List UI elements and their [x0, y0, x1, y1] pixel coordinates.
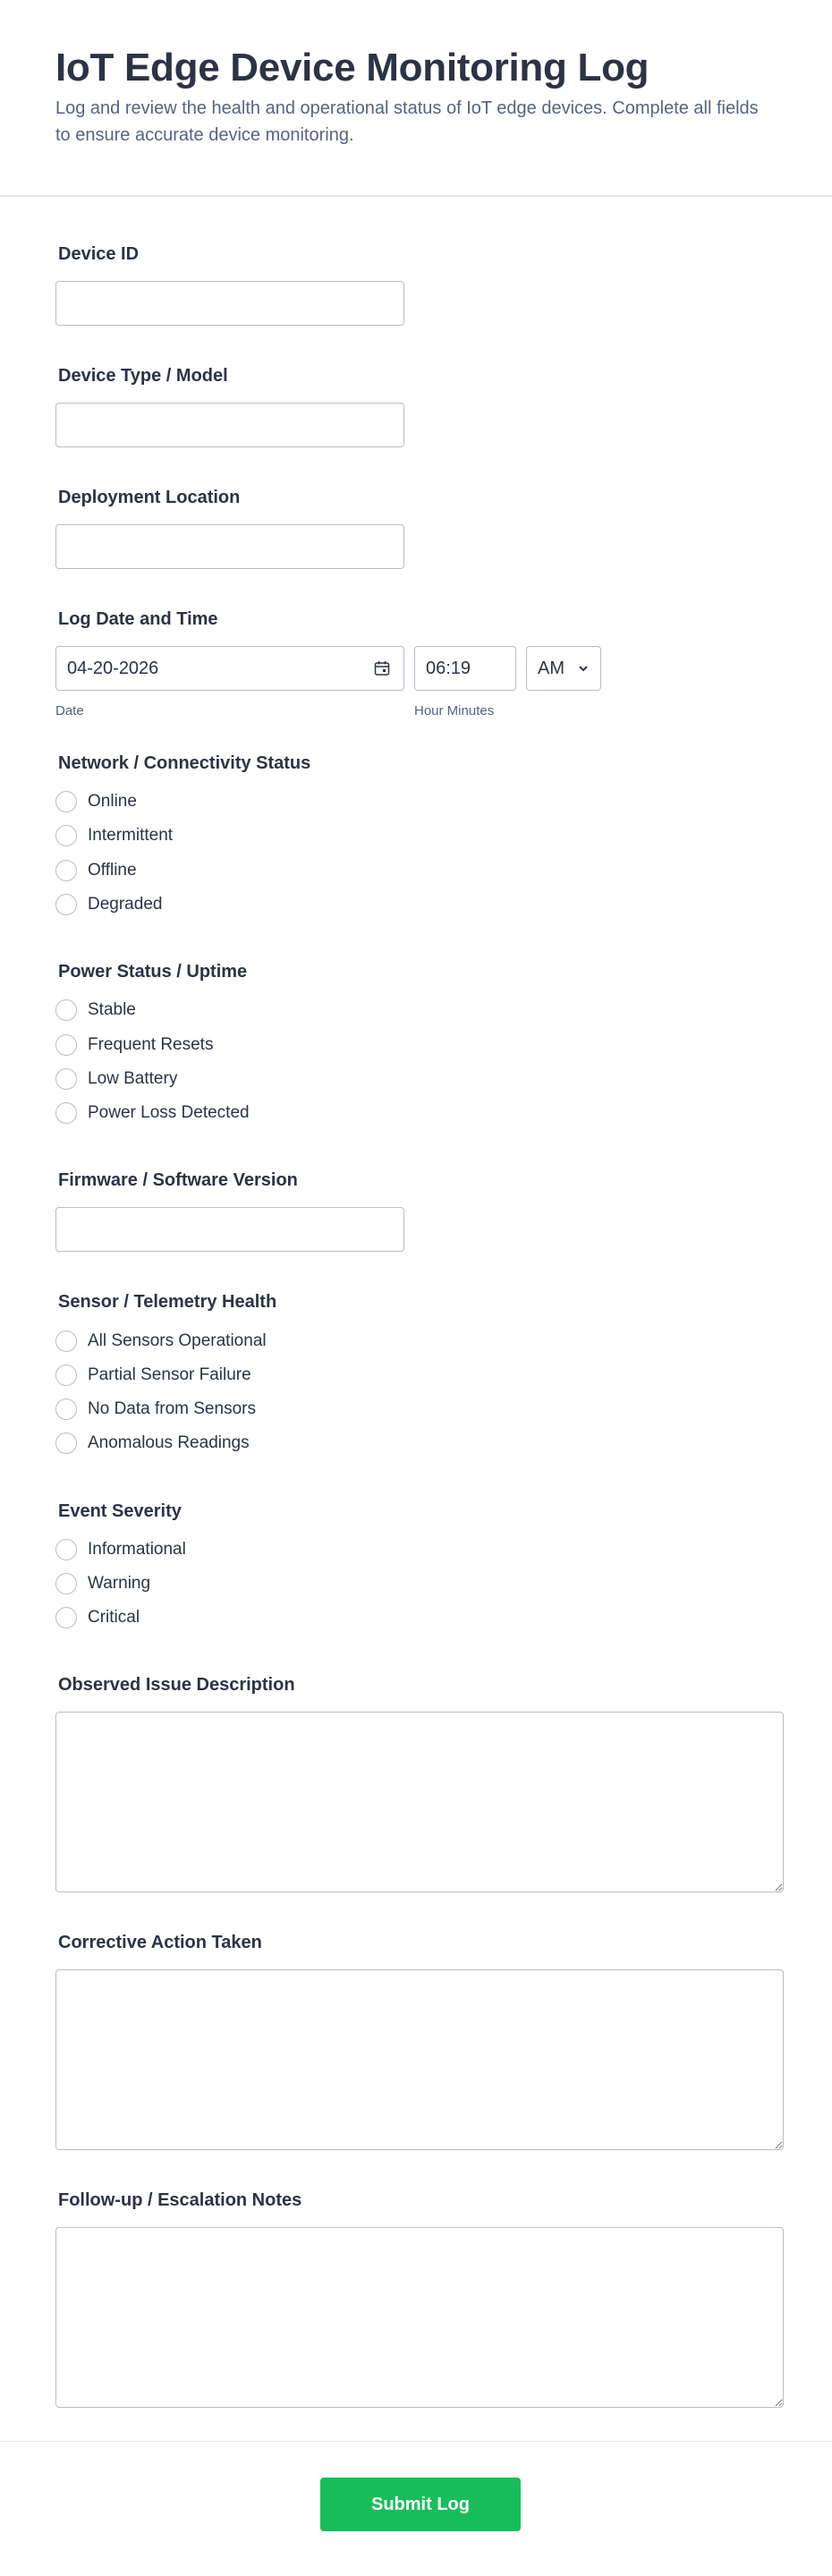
- date-sublabel: Date: [55, 703, 84, 718]
- radio-button[interactable]: [55, 1607, 77, 1628]
- network-option-degraded[interactable]: [55, 888, 777, 922]
- network-option-offline[interactable]: [55, 854, 777, 888]
- log-datetime-field: [55, 608, 777, 718]
- form-description: Log and review the health and operational status of IoT edge devices. Complete all fields to ensure accurate device monitoring.: [55, 98, 759, 145]
- sensor-label: Sensor / Telemetry Health: [58, 1292, 277, 1313]
- radio-button[interactable]: [55, 791, 77, 812]
- sensor-field: [55, 1291, 777, 1460]
- time-value: 06:19: [426, 658, 471, 678]
- radio-label: Critical: [88, 1608, 140, 1628]
- time-sublabel: Hour Minutes: [414, 703, 495, 718]
- severity-options: [55, 1533, 777, 1636]
- radio-label: Intermittent: [88, 826, 174, 846]
- network-option-intermittent[interactable]: [55, 819, 777, 853]
- radio-button[interactable]: [55, 1365, 77, 1386]
- location-label: Deployment Location: [58, 488, 241, 507]
- radio-button[interactable]: [55, 1331, 77, 1352]
- ampm-value: AM: [538, 658, 565, 678]
- issue-field: [55, 1674, 777, 1892]
- device-id-input[interactable]: [55, 281, 404, 326]
- form-header: [0, 0, 832, 197]
- sensor-option-partial-failure[interactable]: [55, 1358, 777, 1392]
- radio-button[interactable]: [55, 1068, 77, 1090]
- time-group: [404, 646, 516, 718]
- action-field: [55, 1932, 777, 2150]
- radio-label: No Data from Sensors: [88, 1399, 256, 1419]
- date-input[interactable]: [55, 646, 404, 691]
- network-field: [55, 752, 777, 922]
- device-type-label: Device Type / Model: [58, 366, 228, 386]
- radio-label: Online: [88, 792, 137, 812]
- firmware-label: Firmware / Software Version: [58, 1170, 298, 1191]
- location-input[interactable]: [55, 524, 404, 569]
- radio-label: All Sensors Operational: [88, 1331, 267, 1350]
- calendar-icon[interactable]: [373, 659, 391, 677]
- radio-label: Frequent Resets: [88, 1034, 214, 1054]
- radio-button[interactable]: [55, 894, 77, 915]
- submit-button[interactable]: Submit Log: [320, 2478, 521, 2531]
- issue-label: Observed Issue Description: [58, 1675, 295, 1696]
- power-option-frequent-resets[interactable]: [55, 1027, 777, 1061]
- power-option-low-battery[interactable]: [55, 1062, 777, 1096]
- radio-button[interactable]: [55, 1399, 77, 1420]
- network-label: Network / Connectivity Status: [58, 753, 311, 773]
- radio-button[interactable]: [55, 860, 77, 881]
- followup-textarea[interactable]: [55, 2227, 784, 2408]
- device-id-label: Device ID: [58, 244, 140, 264]
- issue-textarea[interactable]: [55, 1712, 784, 1892]
- chevron-down-icon: [577, 662, 590, 675]
- radio-label: Power Loss Detected: [88, 1103, 250, 1123]
- severity-field: [55, 1501, 777, 1636]
- radio-button[interactable]: [55, 1034, 77, 1056]
- form-body: [0, 243, 832, 2408]
- radio-label: Offline: [88, 860, 137, 880]
- sensor-option-no-data[interactable]: [55, 1392, 777, 1426]
- sensor-options: [55, 1323, 777, 1460]
- power-label: Power Status / Uptime: [58, 962, 248, 982]
- device-type-input[interactable]: [55, 403, 404, 447]
- radio-label: Partial Sensor Failure: [88, 1365, 251, 1384]
- radio-label: Warning: [88, 1574, 151, 1593]
- severity-option-critical[interactable]: [55, 1601, 777, 1635]
- radio-button[interactable]: [55, 1573, 77, 1594]
- action-label: Corrective Action Taken: [58, 1933, 262, 1953]
- ampm-select[interactable]: [526, 646, 601, 691]
- power-field: [55, 961, 777, 1130]
- radio-button[interactable]: [55, 1539, 77, 1560]
- followup-field: [55, 2189, 777, 2408]
- action-textarea[interactable]: [55, 1969, 784, 2150]
- radio-button[interactable]: [55, 999, 77, 1021]
- device-type-field: [55, 365, 777, 447]
- firmware-field: [55, 1169, 777, 1252]
- form-footer: [0, 2441, 832, 2576]
- radio-label: Informational: [88, 1539, 186, 1559]
- radio-button[interactable]: [55, 825, 77, 846]
- radio-label: Low Battery: [88, 1068, 178, 1088]
- device-id-field: [55, 243, 777, 326]
- datetime-row: [55, 646, 777, 718]
- radio-label: Degraded: [88, 895, 163, 914]
- radio-label: Stable: [88, 1000, 136, 1020]
- radio-button[interactable]: [55, 1102, 77, 1124]
- firmware-input[interactable]: [55, 1207, 404, 1252]
- severity-option-informational[interactable]: [55, 1533, 777, 1567]
- network-options: [55, 785, 777, 922]
- location-field: [55, 487, 777, 569]
- log-datetime-label: Log Date and Time: [58, 609, 218, 629]
- severity-option-warning[interactable]: [55, 1567, 777, 1601]
- network-option-online[interactable]: [55, 785, 777, 819]
- power-option-power-loss[interactable]: [55, 1096, 777, 1130]
- severity-label: Event Severity: [58, 1501, 182, 1521]
- power-options: [55, 993, 777, 1130]
- form-title: IoT Edge Device Monitoring Log: [55, 46, 649, 89]
- sensor-option-all-operational[interactable]: [55, 1323, 777, 1357]
- power-option-stable[interactable]: [55, 993, 777, 1027]
- sensor-option-anomalous[interactable]: [55, 1426, 777, 1460]
- date-group: [55, 646, 404, 718]
- followup-label: Follow-up / Escalation Notes: [58, 2190, 302, 2211]
- radio-label: Anomalous Readings: [88, 1433, 250, 1453]
- date-value: 04-20-2026: [67, 658, 159, 678]
- time-input[interactable]: [414, 646, 516, 691]
- radio-button[interactable]: [55, 1433, 77, 1454]
